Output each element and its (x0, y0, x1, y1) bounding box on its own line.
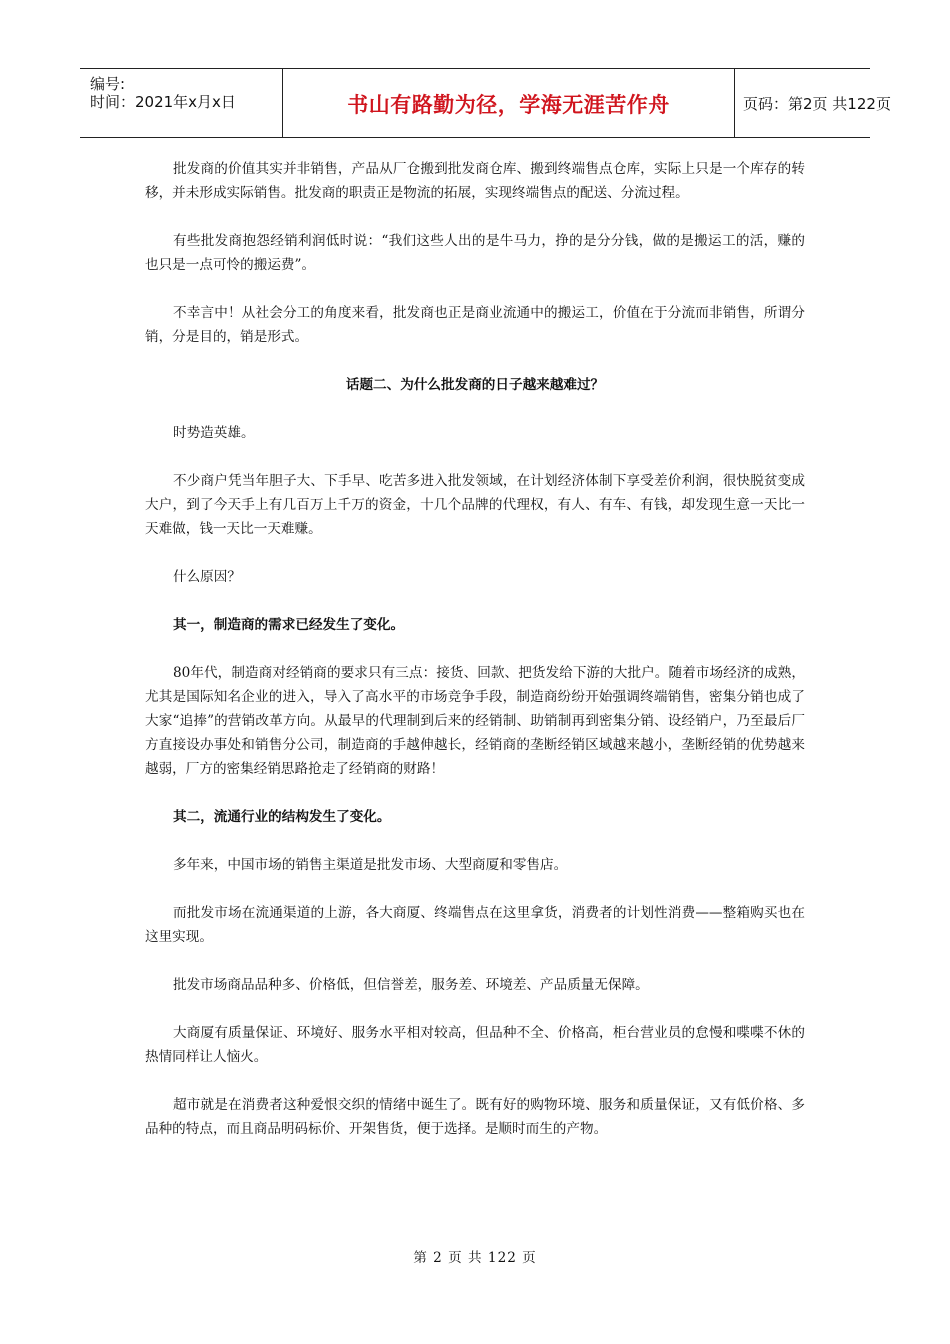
paragraph: 多年来，中国市场的销售主渠道是批发市场、大型商厦和零售店。 (173, 857, 568, 873)
paragraph: 不幸言中！从社会分工的角度来看，批发商也正是商业流通中的搬运工，价值在于分流而非销售，所谓分销，分是目的，销是形式。 (145, 305, 805, 345)
header-table (80, 68, 891, 138)
paragraph: 超市就是在消费者这种爱恨交织的情绪中诞生了。既有好的购物环境、服务和质量保证，又有低价格、多品种的特点，而且商品明码标价、开架售货，便于选择。是顺时而生的产物。 (145, 1097, 805, 1137)
header-motto-cell (283, 69, 735, 137)
paragraph: 有些批发商抱怨经销利润低时说：“我们这些人出的是牛马力，挣的是分分钱，做的是搬运工的活，赚的也只是一点可怜的搬运费”。 (145, 233, 805, 273)
header-info-cell (80, 69, 283, 137)
serial-label: 编号: (90, 75, 126, 93)
paragraph: 批发商的价值其实并非销售，产品从厂仓搬到批发商仓库、搬到终端售点仓库，实际上只是一个库存的转移，并未形成实际销售。批发商的职责正是物流的拓展，实现终端售点的配送、分流过程。 (145, 161, 805, 201)
paragraph: 什么原因？ (173, 569, 241, 585)
page-info: 页码：第2页 共122页 (743, 95, 891, 113)
document-body (145, 157, 805, 1165)
paragraph: 批发市场商品品种多、价格低，但信誉差，服务差、环境差、产品质量无保障。 (173, 977, 649, 993)
paragraph: 不少商户凭当年胆子大、下手早、吃苦多进入批发领域，在计划经济体制下享受差价利润，很快脱贫变成大户，到了今天手上有几百万上千万的资金，十几个品牌的代理权，有人、有车、有钱，却发现生意一天比一天难做，钱一天比一天难赚。 (145, 473, 805, 537)
paragraph: 大商厦有质量保证、环境好、服务水平相对较高，但品种不全、价格高，柜台营业员的怠慢和喋喋不休的热情同样让人恼火。 (145, 1025, 805, 1065)
header-page-cell (735, 69, 891, 137)
paragraph: 80年代，制造商对经销商的要求只有三点：接货、回款、把货发给下游的大批户。随着市场经济的成熟，尤其是国际知名企业的进入，导入了高水平的市场竞争手段，制造商纷纷开始强调终端销售，密集分销也成了大家“追捧”的营销改革方向。从最早的代理制到后来的经销制、助销制再到密集分销、设经销户，乃至最后厂方直接设办事处和销售分公司，制造商的手越伸越长，经销商的垄断经销区域越来越小，垄断经销的优势越来越弱，厂方的密集经销思路抢走了经销商的财路！ (145, 665, 805, 777)
point-heading-2: 其二，流通行业的结构发生了变化。 (173, 809, 391, 825)
paragraph: 时势造英雄。 (173, 425, 255, 441)
section-heading: 话题二、为什么批发商的日子越来越难过？ (345, 377, 605, 393)
date-label: 时间：2021年x月x日 (90, 93, 236, 111)
page-footer: 第 2 页 共 122 页 (413, 1250, 537, 1266)
point-heading-1: 其一，制造商的需求已经发生了变化。 (173, 617, 405, 633)
motto: 书山有路勤为径，学海无涯苦作舟 (347, 93, 670, 117)
paragraph: 而批发市场在流通渠道的上游，各大商厦、终端售点在这里拿货，消费者的计划性消费——整箱购买也在这里实现。 (145, 905, 805, 945)
